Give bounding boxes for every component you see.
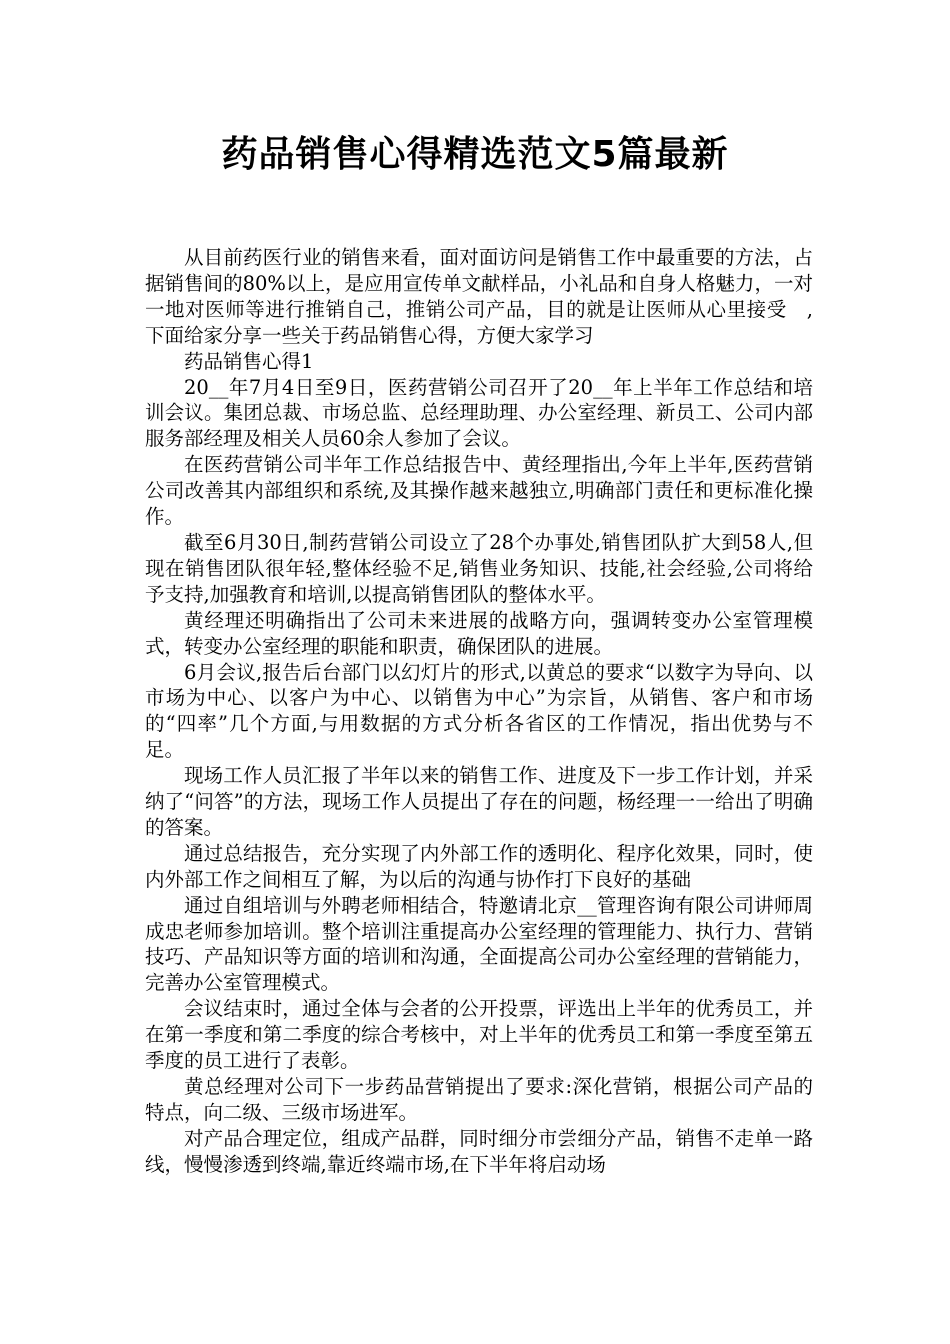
paragraph: 截至6月30日,制药营销公司设立了28个办事处,销售团队扩大到58人,但现在销售团队很年轻,整体经验不足,销售业务知识、技能,社会经验,公司将给予支持,加强教育和培训,以提高销售团队的整体水平。 bbox=[145, 530, 813, 606]
paragraph: 6月会议,报告后台部门以幻灯片的形式,以黄总的要求“以数字为导向、以市场为中心、以客户为中心、以销售为中心”为宗旨，从销售、客户和市场的“四率”几个方面,与用数据的方式分析各省区的工作情况，指出优势与不足。 bbox=[145, 660, 813, 762]
paragraph: 通过自组培训与外聘老师相结合，特邀请北京__管理咨询有限公司讲师周成忠老师参加培训。整个培训注重提高办公室经理的管理能力、执行力、营销技巧、产品知识等方面的培训和沟通，全面提高公司办公室经理的营销能力，完善办公室管理模式。 bbox=[145, 893, 813, 995]
paragraph: 在医药营销公司半年工作总结报告中、黄经理指出,今年上半年,医药营销公司改善其内部组织和系统,及其操作越来越独立,明确部门责任和更标准化操作。 bbox=[145, 453, 813, 529]
paragraph: 20__年7月4日至9日，医药营销公司召开了20__年上半年工作总结和培训会议。集团总裁、市场总监、总经理助理、办公室经理、新员工、公司内部服务部经理及相关人员60余人参加了会议。 bbox=[145, 375, 813, 451]
paragraph: 通过总结报告，充分实现了内外部工作的透明化、程序化效果，同时，使内外部工作之间相互了解，为以后的沟通与协作打下良好的基础 bbox=[145, 841, 813, 891]
paragraph: 会议结束时，通过全体与会者的公开投票，评选出上半年的优秀员工，并在第一季度和第二季度的综合考核中，对上半年的优秀员工和第一季度至第五季度的员工进行了表彰。 bbox=[145, 997, 813, 1073]
paragraph: 黄总经理对公司下一步药品营销提出了要求:深化营销，根据公司产品的特点，向二级、三级市场进军。 bbox=[145, 1075, 813, 1124]
document-body bbox=[145, 245, 813, 1178]
paragraph: 现场工作人员汇报了半年以来的销售工作、进度及下一步工作计划，并采纳了“问答”的方法，现场工作人员提出了存在的问题，杨经理一一给出了明确的答案。 bbox=[145, 764, 813, 839]
paragraph-intro: 从目前药医行业的销售来看，面对面访问是销售工作中最重要的方法，占据销售间的80%以上，是应用宣传单文献样品，小礼品和自身人格魅力，一对一地对医师等进行推销自己，推销公司产品，目的就是让医师从心里接受 ,下面给家分享一些关于药品销售心得，方便大家学习 bbox=[145, 246, 813, 347]
paragraph: 对产品合理定位，组成产品群，同时细分市尝细分产品，销售不走单一路线，慢慢渗透到终端,靠近终端市场,在下半年将启动场 bbox=[145, 1126, 813, 1176]
paragraph: 黄经理还明确指出了公司未来进展的战略方向，强调转变办公室管理模式，转变办公室经理的职能和职责，确保团队的进展。 bbox=[145, 608, 813, 658]
section-heading: 药品销售心得1 bbox=[184, 349, 314, 373]
document-title: 药品销售心得精选范文5篇最新 bbox=[221, 134, 729, 175]
